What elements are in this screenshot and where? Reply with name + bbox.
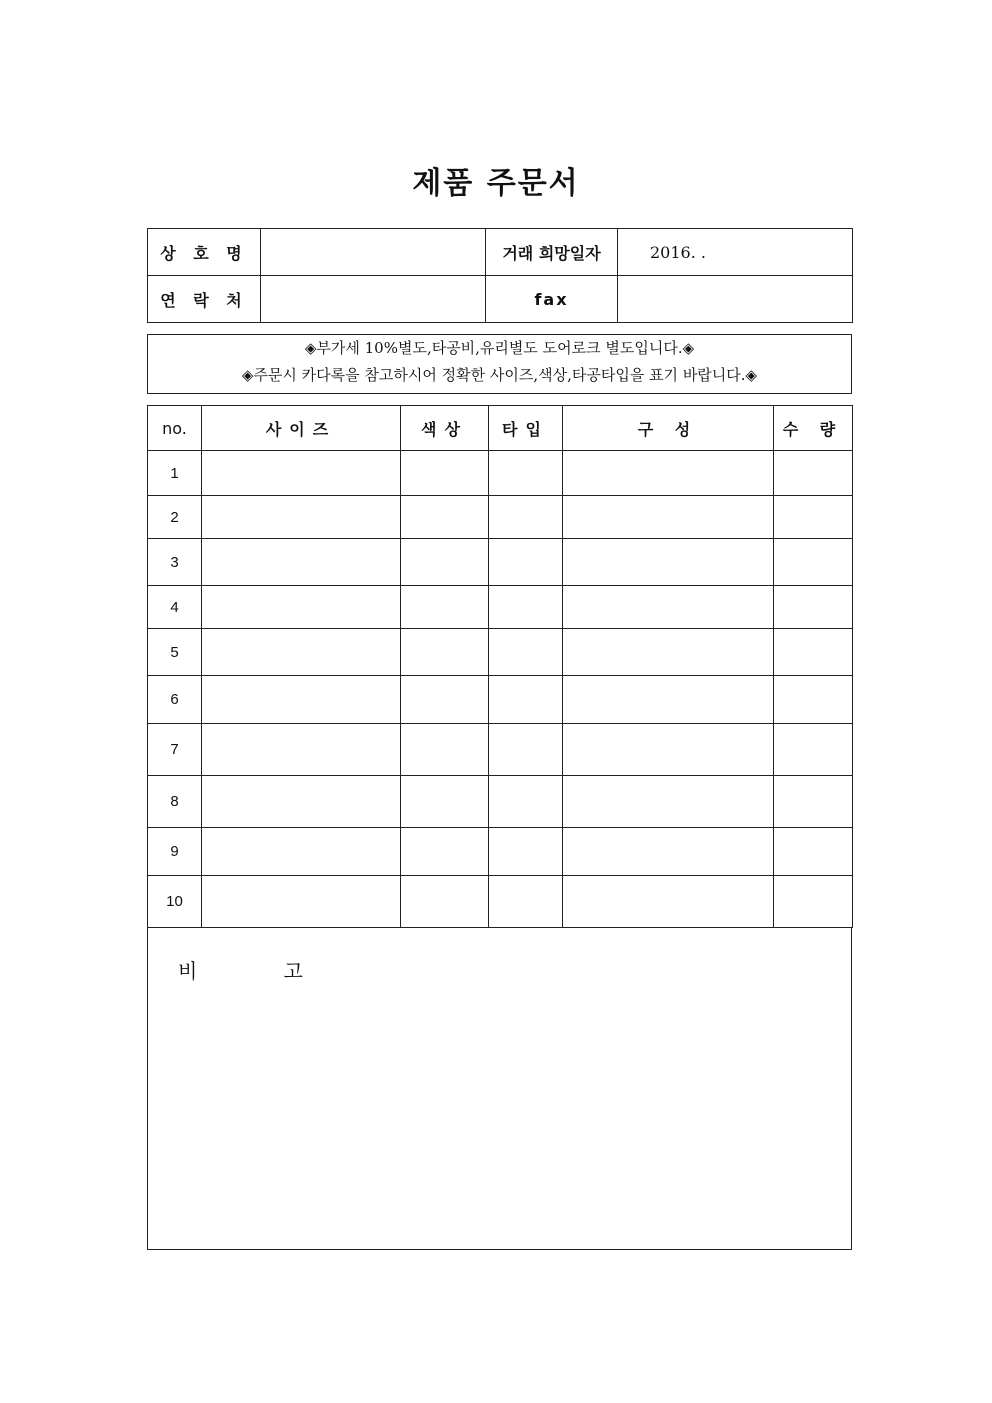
company-label: 상 호 명 [148,229,261,276]
size-cell[interactable] [202,451,401,496]
size-cell[interactable] [202,776,401,828]
composition-cell[interactable] [563,724,774,776]
quantity-cell[interactable] [774,724,853,776]
size-cell[interactable] [202,876,401,928]
header-color: 색상 [401,406,489,451]
quantity-cell[interactable] [774,451,853,496]
table-row [148,828,853,876]
table-row [148,539,853,586]
row-number: 9 [148,828,202,876]
remarks-label: 비 고 [178,959,343,983]
table-row [148,776,853,828]
quantity-cell[interactable] [774,776,853,828]
contact-label: 연 락 처 [148,276,261,323]
order-table [147,405,853,928]
row-number: 6 [148,676,202,724]
type-cell[interactable] [489,451,563,496]
color-cell[interactable] [401,629,489,676]
remarks-box[interactable] [147,927,852,1250]
table-row [148,876,853,928]
type-cell[interactable] [489,586,563,629]
color-cell[interactable] [401,776,489,828]
contact-field[interactable] [261,276,486,323]
color-cell[interactable] [401,496,489,539]
row-number: 1 [148,451,202,496]
table-row [148,496,853,539]
row-number: 2 [148,496,202,539]
color-cell[interactable] [401,539,489,586]
size-cell[interactable] [202,539,401,586]
fax-field[interactable] [618,276,853,323]
composition-cell[interactable] [563,496,774,539]
info-table [147,228,853,323]
row-number: 8 [148,776,202,828]
header-quantity: 수 량 [774,406,853,451]
table-row [148,676,853,724]
type-cell[interactable] [489,876,563,928]
row-number: 10 [148,876,202,928]
color-cell[interactable] [401,724,489,776]
composition-cell[interactable] [563,629,774,676]
type-cell[interactable] [489,629,563,676]
quantity-cell[interactable] [774,876,853,928]
quantity-cell[interactable] [774,629,853,676]
color-cell[interactable] [401,828,489,876]
table-row [148,629,853,676]
company-field[interactable] [261,229,486,276]
header-composition: 구 성 [563,406,774,451]
size-cell[interactable] [202,828,401,876]
color-cell[interactable] [401,876,489,928]
notice-line-1: ◈부가세 10%별도,타공비,유리별도 도어로크 별도입니다.◈ [304,339,695,357]
composition-cell[interactable] [563,676,774,724]
page-title: 제품 주문서 [412,166,580,201]
size-cell[interactable] [202,629,401,676]
quantity-cell[interactable] [774,539,853,586]
table-row [148,724,853,776]
quantity-cell[interactable] [774,496,853,539]
type-cell[interactable] [489,724,563,776]
size-cell[interactable] [202,724,401,776]
composition-cell[interactable] [563,828,774,876]
header-type: 타입 [489,406,563,451]
type-cell[interactable] [489,676,563,724]
fax-label: fax [486,276,618,323]
type-cell[interactable] [489,776,563,828]
composition-cell[interactable] [563,876,774,928]
quantity-cell[interactable] [774,586,853,629]
type-cell[interactable] [489,496,563,539]
row-number: 7 [148,724,202,776]
composition-cell[interactable] [563,539,774,586]
color-cell[interactable] [401,586,489,629]
type-cell[interactable] [489,828,563,876]
type-cell[interactable] [489,539,563,586]
quantity-cell[interactable] [774,676,853,724]
composition-cell[interactable] [563,451,774,496]
size-cell[interactable] [202,676,401,724]
color-cell[interactable] [401,451,489,496]
desired-date-field[interactable]: 2016. . [618,229,853,276]
notice-line-2: ◈주문시 카다록을 참고하시어 정확한 사이즈,색상,타공타입을 표기 바랍니다.◈ [241,366,758,384]
size-cell[interactable] [202,586,401,629]
row-number: 4 [148,586,202,629]
composition-cell[interactable] [563,586,774,629]
table-row [148,586,853,629]
quantity-cell[interactable] [774,828,853,876]
header-no: no. [148,406,202,451]
table-row [148,451,853,496]
notice-box [147,334,852,394]
size-cell[interactable] [202,496,401,539]
row-number: 5 [148,629,202,676]
composition-cell[interactable] [563,776,774,828]
row-number: 3 [148,539,202,586]
desired-date-label: 거래 희망일자 [486,229,618,276]
header-size: 사이즈 [202,406,401,451]
color-cell[interactable] [401,676,489,724]
